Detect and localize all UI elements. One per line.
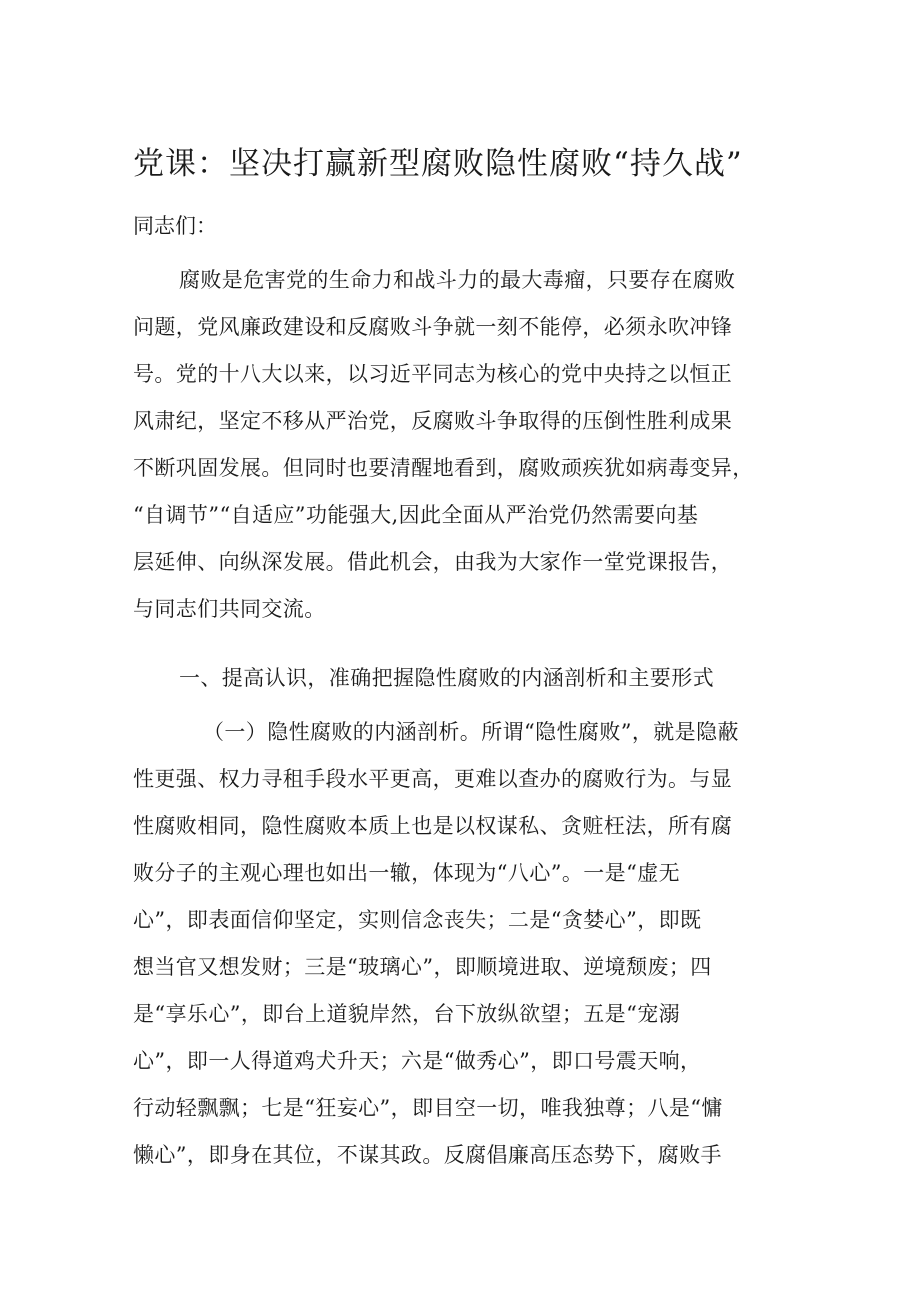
paragraph-line: （一）隐性腐败的内涵剖析。所谓“隐性腐败”，就是隐蔽: [203, 720, 739, 744]
paragraph-line: 是“享乐心”，即台上道貌岸然，台下放纵欲望；五是“宠溺: [133, 1002, 681, 1026]
paragraph-line: 号。党的十八大以来，以习近平同志为核心的党中央持之以恒正: [133, 362, 733, 386]
paragraph-section-1-1: [133, 709, 793, 1179]
salutation: 同志们：: [133, 214, 217, 238]
paragraph-line: 性更强、权力寻租手段水平更高，更难以查办的腐败行为。与显: [133, 767, 733, 791]
section-heading: 一、提高认识，准确把握隐性腐败的内涵剖析和主要形式: [179, 666, 714, 690]
paragraph-line: 问题，党风廉政建设和反腐败斗争就一刻不能停，必须永吹冲锋: [133, 315, 733, 339]
paragraph-line: 风肃纪，坚定不移从严治党，反腐败斗争取得的压倒性胜利成果: [133, 409, 733, 433]
document-title: 党课：坚决打赢新型腐败隐性腐败“持久战”: [133, 146, 743, 182]
paragraph-line: 懒心”，即身在其位，不谋其政。反腐倡廉高压态势下，腐败手: [133, 1143, 722, 1167]
paragraph-line: 心”，即一人得道鸡犬升天；六是“做秀心”，即口号震天响，: [133, 1049, 702, 1073]
paragraph-line: “自调节”“自适应”功能强大,因此全面从严治党仍然需要向基: [133, 503, 699, 527]
paragraph-intro: [133, 257, 793, 633]
paragraph-line: 与同志们共同交流。: [133, 597, 326, 621]
paragraph-line: 行动轻飘飘；七是“狂妄心”，即目空一切，唯我独尊；八是“慵: [133, 1096, 723, 1120]
paragraph-line: 心”，即表面信仰坚定，实则信念丧失；二是“贪婪心”，即既: [133, 908, 702, 932]
paragraph-line: 性腐败相同，隐性腐败本质上也是以权谋私、贪赃枉法，所有腐: [133, 814, 733, 838]
paragraph-line: 腐败是危害党的生命力和战斗力的最大毒瘤，只要存在腐败: [179, 268, 736, 292]
paragraph-line: 层延伸、向纵深发展。借此机会，由我为大家作一堂党课报告，: [133, 550, 733, 574]
paragraph-line: 不断巩固发展。但同时也要清醒地看到，腐败顽疾犹如病毒变异，: [133, 456, 754, 480]
paragraph-line: 想当官又想发财；三是“玻璃心”，即顺境进取、逆境颓废；四: [133, 955, 712, 979]
paragraph-line: 败分子的主观心理也如出一辙，体现为“八心”。一是“虚无: [133, 861, 681, 885]
